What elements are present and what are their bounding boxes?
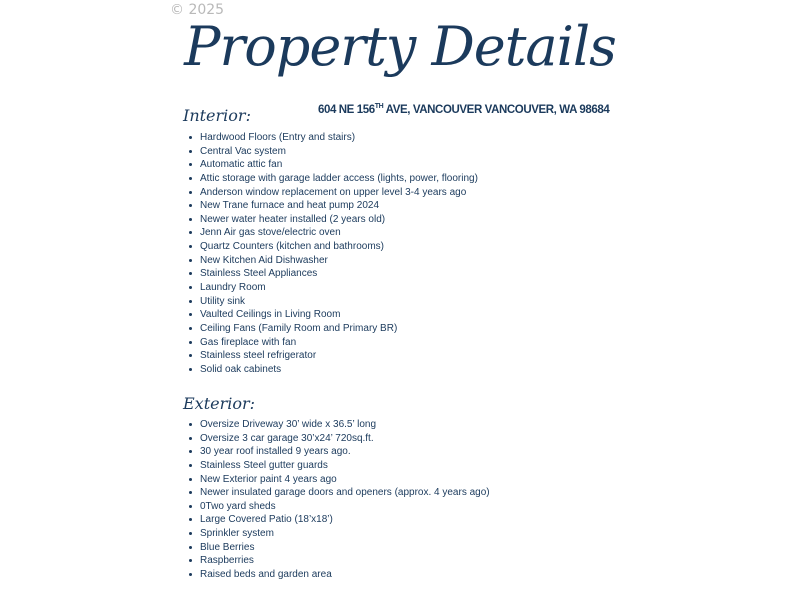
interior-heading: Interior: (183, 106, 251, 125)
list-item-text: Raspberries (200, 555, 254, 567)
list-item (187, 158, 478, 172)
list-item (187, 500, 490, 514)
list-item-text: Anderson window replacement on upper level 3-4 years ago (200, 186, 467, 198)
list-item-text: Stainless steel refrigerator (200, 350, 317, 362)
bullet-icon (189, 177, 192, 180)
bullet-icon (189, 354, 192, 357)
list-item-text: Vaulted Ceilings in Living Room (200, 309, 341, 321)
list-item-text: Newer water heater installed (2 years old) (200, 213, 386, 225)
list-item-text: Automatic attic fan (200, 159, 283, 171)
list-item-text: Laundry Room (200, 282, 266, 294)
list-item (187, 459, 490, 473)
bullet-icon (189, 437, 192, 440)
list-item-text: New Kitchen Aid Dishwasher (200, 254, 328, 266)
list-item-text: New Trane furnace and heat pump 2024 (200, 200, 380, 212)
list-item-text: Oversize Driveway 30’ wide x 36.5’ long (200, 419, 377, 430)
list-item (187, 473, 490, 487)
bullet-icon (189, 231, 192, 234)
page-title: Property Details (184, 15, 616, 78)
property-address (318, 103, 609, 116)
list-item (187, 486, 490, 500)
list-item-text: Newer insulated garage doors and openers (approx. 4 years ago) (200, 487, 490, 499)
address-number-prefix: 604 NE 156 (318, 103, 375, 116)
bullet-icon (189, 136, 192, 139)
list-item (187, 145, 478, 159)
list-item (187, 199, 478, 213)
list-item (187, 418, 490, 432)
bullet-icon (189, 491, 192, 494)
bullet-icon (189, 286, 192, 289)
list-item (187, 172, 478, 186)
list-item (187, 267, 478, 281)
list-item (187, 131, 478, 145)
list-item (187, 186, 478, 200)
list-item (187, 349, 478, 363)
exterior-heading: Exterior: (183, 394, 256, 413)
bullet-icon (189, 478, 192, 481)
list-item (187, 568, 490, 582)
address-rest: AVE, VANCOUVER VANCOUVER, WA 98684 (383, 103, 610, 116)
list-item (187, 295, 478, 309)
bullet-icon (189, 327, 192, 330)
bullet-icon (189, 245, 192, 248)
copyright-notice: © 2025 (170, 2, 225, 18)
list-item-text: Gas fireplace with fan (200, 336, 297, 348)
list-item-text: New Exterior paint 4 years ago (200, 473, 337, 485)
list-item-text: Hardwood Floors (Entry and stairs) (200, 132, 356, 143)
list-item (187, 513, 490, 527)
list-item-text: Ceiling Fans (Family Room and Primary BR) (200, 322, 398, 334)
list-item-text: Quartz Counters (kitchen and bathrooms) (200, 241, 384, 253)
list-item (187, 281, 478, 295)
list-item (187, 432, 490, 446)
bullet-icon (189, 163, 192, 166)
list-item-text: Large Covered Patio (18’x18’) (200, 514, 333, 526)
list-item (187, 363, 478, 377)
list-item-text: Sprinkler system (200, 528, 274, 540)
bullet-icon (189, 341, 192, 344)
list-item (187, 527, 490, 541)
list-item-text: Stainless Steel gutter guards (200, 459, 328, 471)
list-item (187, 308, 478, 322)
list-item-text: Blue Berries (200, 541, 255, 553)
bullet-icon (189, 518, 192, 521)
list-item (187, 554, 490, 568)
list-item-text: Oversize 3 car garage 30’x24’ 720sq.ft. (200, 432, 374, 444)
bullet-icon (189, 573, 192, 576)
bullet-icon (189, 532, 192, 535)
bullet-icon (189, 505, 192, 508)
bullet-icon (189, 272, 192, 275)
bullet-icon (189, 423, 192, 426)
bullet-icon (189, 259, 192, 262)
bullet-icon (189, 218, 192, 221)
bullet-icon (189, 546, 192, 549)
list-item-text: Jenn Air gas stove/electric oven (200, 227, 341, 239)
list-item (187, 336, 478, 350)
list-item (187, 226, 478, 240)
list-item (187, 322, 478, 336)
bullet-icon (189, 450, 192, 453)
list-item (187, 254, 478, 268)
exterior-list (187, 418, 490, 582)
interior-list (187, 131, 478, 377)
bullet-icon (189, 191, 192, 194)
address-ordinal-suffix: TH (374, 103, 384, 110)
list-item (187, 541, 490, 555)
list-item-text: Raised beds and garden area (200, 569, 332, 581)
bullet-icon (189, 313, 192, 316)
list-item-text: 30 year roof installed 9 years ago. (200, 446, 351, 458)
bullet-icon (189, 464, 192, 467)
bullet-icon (189, 368, 192, 371)
list-item-text: Utility sink (200, 295, 246, 307)
bullet-icon (189, 204, 192, 207)
bullet-icon (189, 150, 192, 153)
list-item-text: Solid oak cabinets (200, 363, 282, 375)
list-item (187, 445, 490, 459)
list-item-text: Central Vac system (200, 145, 286, 157)
bullet-icon (189, 300, 192, 303)
list-item-text: Attic storage with garage ladder access (lights, power, flooring) (200, 172, 478, 184)
list-item (187, 240, 478, 254)
bullet-icon (189, 559, 192, 562)
list-item (187, 213, 478, 227)
list-item-text: Stainless Steel Appliances (200, 268, 318, 280)
list-item-text: 0Two yard sheds (200, 500, 276, 512)
